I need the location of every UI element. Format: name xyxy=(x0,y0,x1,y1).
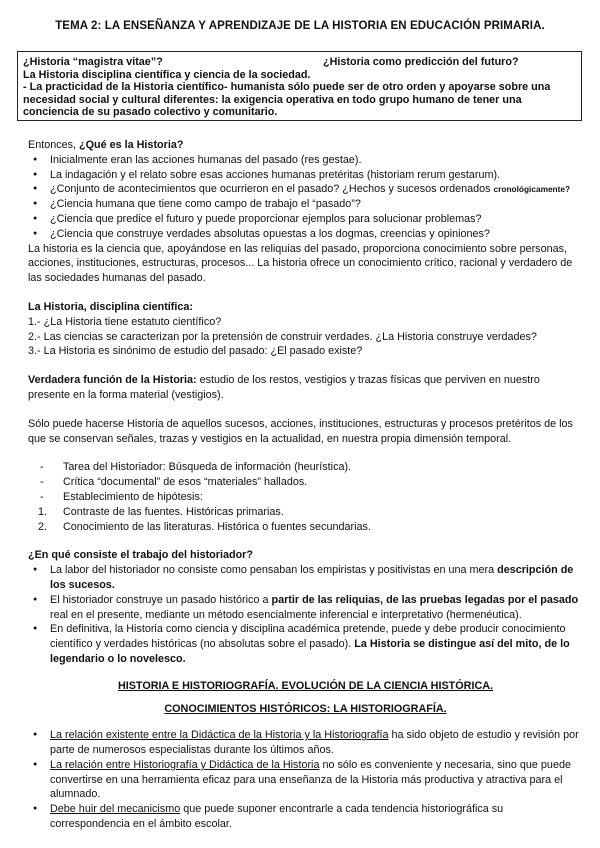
section-heading-historiografia: HISTORIA E HISTORIOGRAFÍA. EVOLUCIÓN DE LA CIENCIA HISTÓRICA. xyxy=(117,679,494,692)
list-item: ● ¿Conjunto de acontecimientos que ocurrieron en el pasado? ¿Hechos y sucesos ordenados cronológicamente? xyxy=(28,182,583,197)
page-title: TEMA 2: LA ENSEÑANZA Y APRENDIZAJE DE LA HISTORIA EN EDUCACIÓN PRIMARIA. xyxy=(55,20,545,32)
list-item: 1. Contraste de las fuentes. Históricas primarias. xyxy=(38,505,284,518)
section-heading-conocimientos: CONOCIMIENTOS HISTÓRICOS: LA HISTORIOGRAFÍA. xyxy=(164,702,447,715)
list-item: ● En definitiva, la Historia como ciencia y disciplina académica pretende, puede y debe producir conocimiento científico y verdades históricas (no absolutas sobre el pasado). La Historia se distingue así del mito, de lo legendario o lo novelesco. xyxy=(28,622,583,666)
intro-line: Entonces, ¿Qué es la Historia? xyxy=(28,139,184,151)
intro-box xyxy=(17,51,582,121)
funcion-paragraph: Verdadera función de la Historia: estudio de los restos, vestigios y trazas físicas que perviven en nuestro presente en la forma material (vestigios). xyxy=(28,374,540,401)
list-item: ● ¿Ciencia humana que tiene como campo de trabajo el “pasado”? xyxy=(28,197,583,212)
list-item: ● La relación existente entre la Didáctica de la Historia y la Historiografía ha sido objeto de estudio y revisión por parte de numerosos especialistas durante los últimos años. xyxy=(28,728,583,758)
list-item: 3.- La Historia es sinónimo de estudio del pasado: ¿El pasado existe? xyxy=(28,345,363,358)
list-item: 2.- Las ciencias se caracterizan por la pretensión de construir verdades. ¿La Historia construye verdades? xyxy=(28,330,537,343)
hipotesis-list xyxy=(28,505,583,535)
list-item: ● La indagación y el relato sobre esas acciones humanas pretéritas (historiam rerum gestarum). xyxy=(28,168,583,183)
what-is-history-question: ¿Qué es la Historia? xyxy=(79,139,184,151)
trabajo-list xyxy=(28,563,583,667)
list-item: ● Inicialmente eran las acciones humanas del pasado (res gestae). xyxy=(28,153,583,168)
what-is-history-list xyxy=(28,153,583,242)
magistra-vitae-question: ¿Historia “magistra vitae”? xyxy=(23,56,163,68)
list-item: ● La labor del historiador no consiste como pensaban los empiristas y positivistas en una mera descripción de los sucesos. xyxy=(28,563,583,593)
list-item: ● ¿Ciencia que construye verdades absolutas opuestas a los dogmas, creencias y opiniones? xyxy=(28,227,583,242)
list-item: ● La relación entre Historiografía y Didáctica de la Historia no sólo es conveniente y necesaria, sino que puede convertirse en una herramienta eficaz para una enseñanza de la Historia más productiva y atractiva para el alumnado. xyxy=(28,758,583,802)
list-item: 1.- ¿La Historia tiene estatuto científico? xyxy=(28,315,222,328)
list-item: ● ¿Ciencia que predice el futuro y puede proporcionar ejemplos para solucionar problemas? xyxy=(28,212,583,227)
list-item: ● Debe huir del mecanicismo que puede suponer encontrarle a cada tendencia historiográfica su correspondencia en el ámbito escolar. xyxy=(28,802,583,832)
trabajo-heading: ¿En qué consiste el trabajo del historiador? xyxy=(28,549,253,562)
document-body xyxy=(28,138,583,832)
definition-paragraph: La historia es la ciencia que, apoyándose en las reliquias del pasado, proporciona conocimiento sobre personas, acciones, instituciones, estructuras, procesos... La historia ofrece un conocimiento crítico, racional y verdadero de las sociedades humanas del pasado. xyxy=(28,242,573,285)
list-item: - Establecimiento de hipótesis: xyxy=(38,490,583,505)
list-item: 2. Conocimiento de las literaturas. Histórica o fuentes secundarias. xyxy=(38,520,371,533)
solo-puede-paragraph: Sólo puede hacerse Historia de aquellos sucesos, acciones, instituciones, estructuras y procesos pretéritos de los que se conservan señales, trazas y vestigios en la actualidad, en nuestra propia dimensión temporal. xyxy=(28,417,573,445)
list-item: - Crítica “documental” de esos “materiales” hallados. xyxy=(38,475,583,490)
disciplina-heading: La Historia, disciplina científica: xyxy=(28,300,193,313)
list-item: - Tarea del Historiador: Búsqueda de información (heurística). xyxy=(38,460,583,475)
list-item: ● El historiador construye un pasado histórico a partir de las reliquias, de las pruebas legadas por el pasado real en el presente, mediante un método esencialmente inferencial e interpretativo (hermenéutica). xyxy=(28,593,583,623)
prediction-question: ¿Historia como predicción del futuro? xyxy=(323,56,519,68)
box-line-2: La Historia disciplina científica y ciencia de la sociedad. xyxy=(23,68,311,81)
tarea-list xyxy=(28,460,583,504)
box-line-3: - La practicidad de la Historia científico- humanista sólo puede ser de otro orden y apoyarse sobre una necesidad social y cultural diferentes: la exigencia operativa en todo grupo humano de tener una conciencia de su pasado colectivo y comunitario. xyxy=(23,81,551,119)
historiografia-list xyxy=(28,728,583,832)
